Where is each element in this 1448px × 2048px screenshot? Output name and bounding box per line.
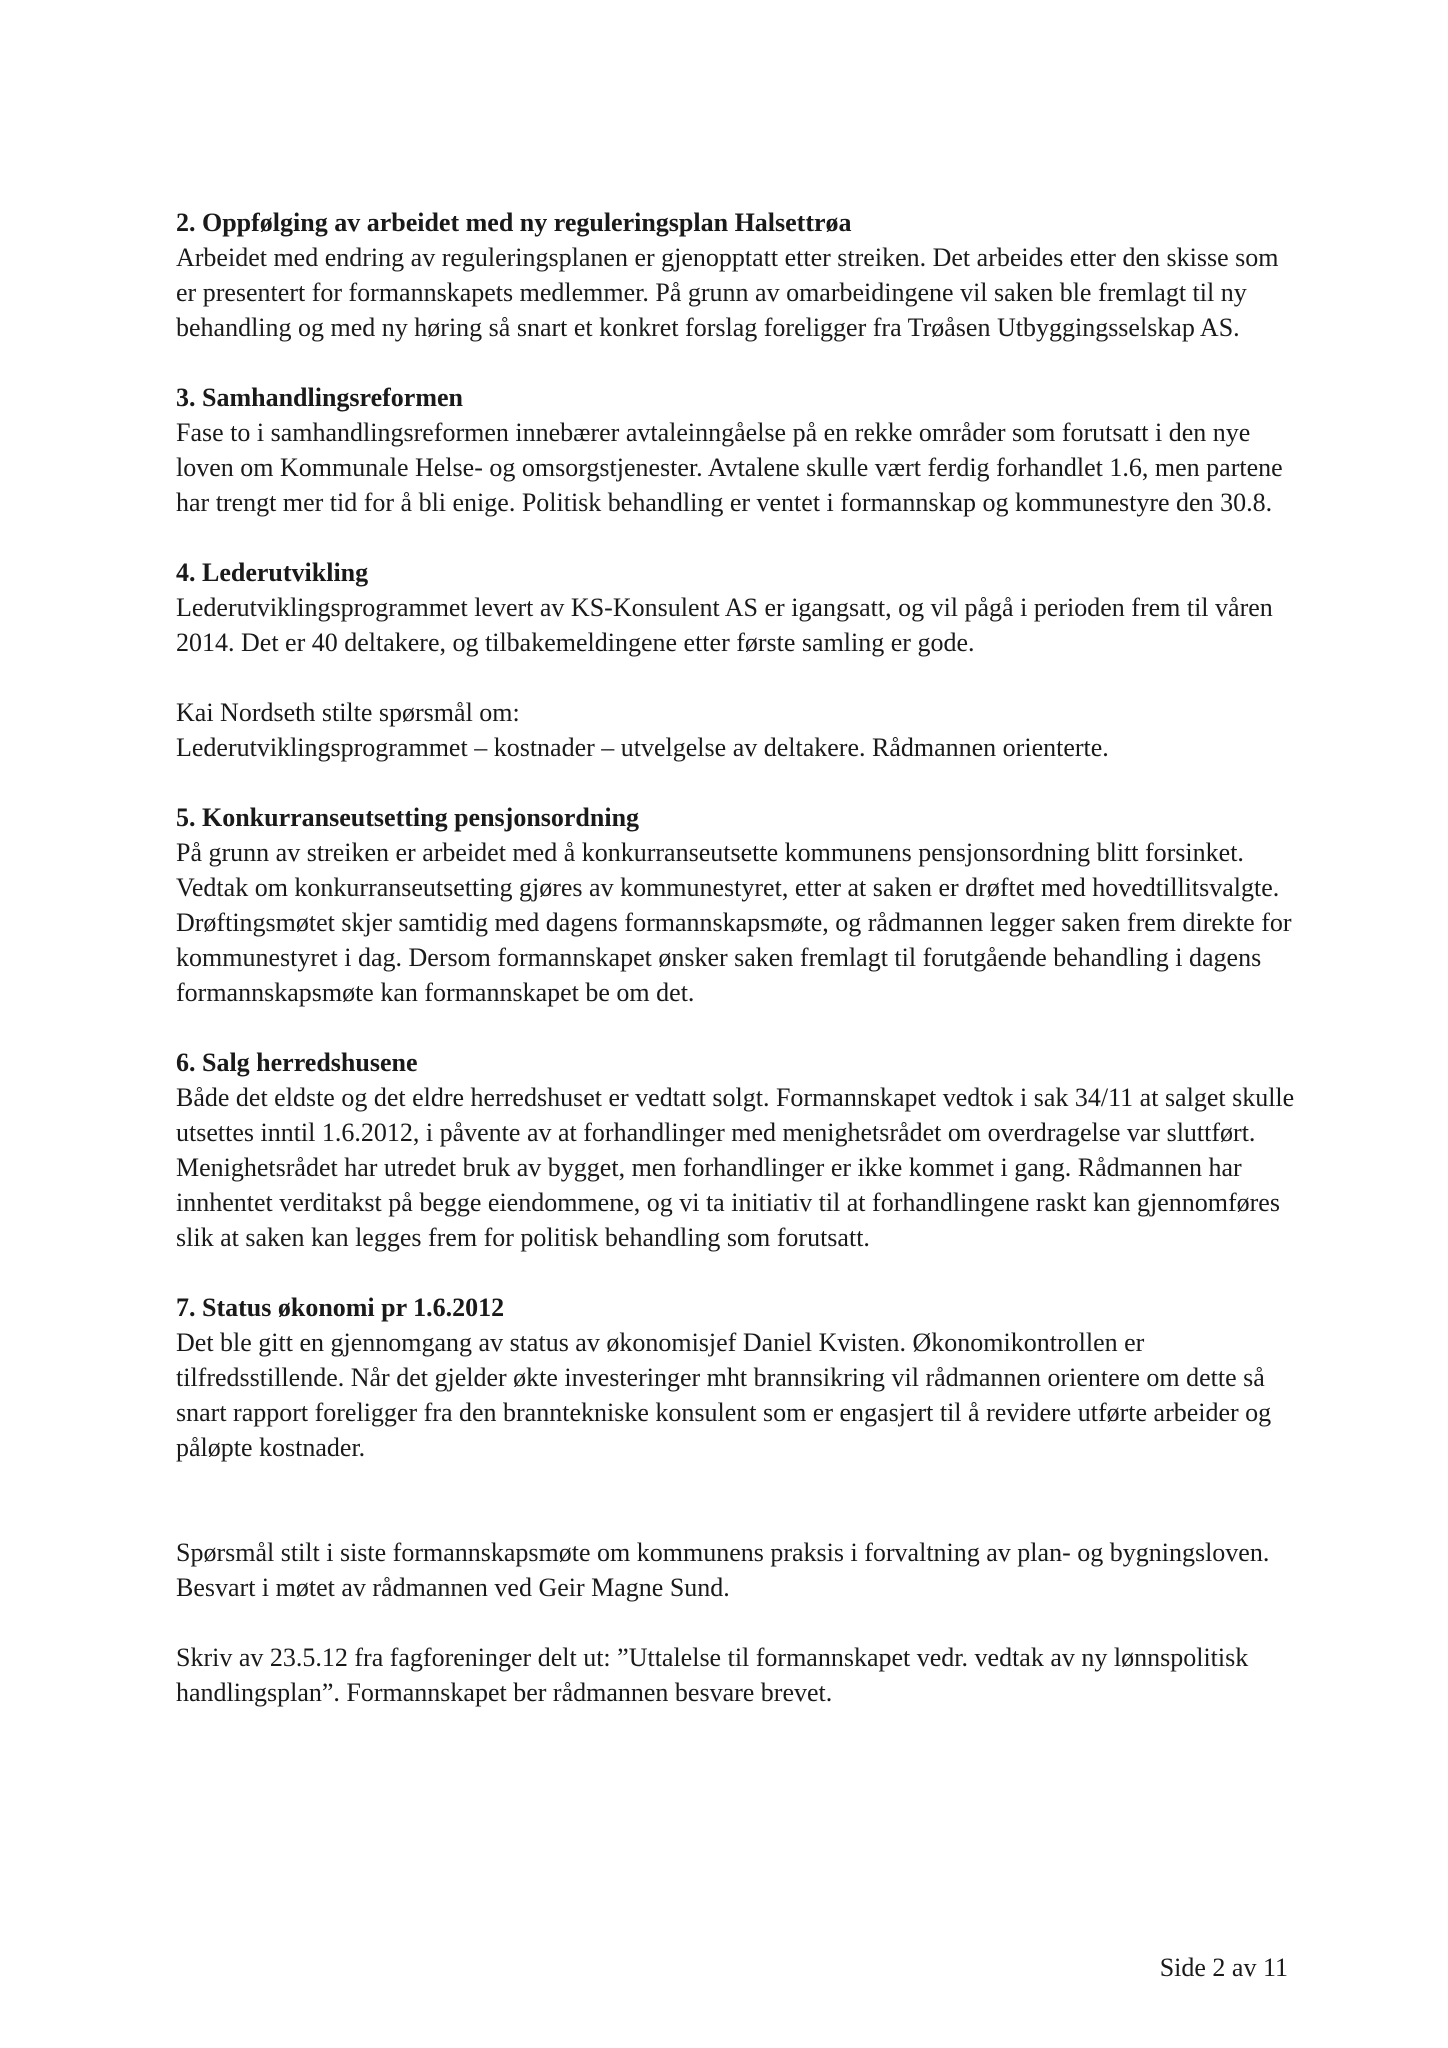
section-paragraph: Det ble gitt en gjennomgang av status av økonomisjef Daniel Kvisten. Økonomikontrollen er tilfredsstillende. Når det gjelder økte investeringer mht brannsikring vil rådmannen orientere om dette så snart rapport foreligger fra den branntekniske konsulent som er engasjert til å revidere utførte arbeider og påløpte kostnader. — [176, 1328, 1272, 1462]
section-title: 5. Konkurranseutsetting pensjonsordning — [176, 803, 640, 832]
section-title: 4. Lederutvikling — [176, 558, 369, 587]
section-coordination-reform — [176, 380, 1296, 520]
section-paragraph: Kai Nordseth stilte spørsmål om: Lederutviklingsprogrammet – kostnader – utvelgelse av deltakere. Rådmannen orienterte. — [176, 698, 1109, 762]
blank-spacer — [176, 1500, 1296, 1535]
extra-paragraph: Spørsmål stilt i siste formannskapsmøte om kommunens praksis i forvaltning av plan- og bygningsloven. Besvart i møtet av rådmannen ved Geir Magne Sund. — [176, 1538, 1270, 1602]
page-number: Side 2 av 11 — [1159, 1953, 1288, 1982]
section-townhall-sale — [176, 1045, 1296, 1255]
section-paragraph: Både det eldste og det eldre herredshuset er vedtatt solgt. Formannskapet vedtok i sak 34/11 at salget skulle utsettes inntil 1.6.2012, i påvente av at forhandlinger med menighetsrådet om overdragelse var sluttført. Menighetsrådet har utredet bruk av bygget, men forhandlinger er ikke kommet i gang. Rådmannen har innhentet verditakst på begge eiendommene, og vi ta initiativ til at forhandlingene raskt kan gjennomføres slik at saken kan legges frem for politisk behandling som forutsatt. — [176, 1083, 1295, 1252]
section-paragraph: Lederutviklingsprogrammet levert av KS-Konsulent AS er igangsatt, og vil pågå i perioden frem til våren 2014. Det er 40 deltakere, og tilbakemeldingene etter første samling er gode. — [176, 593, 1273, 657]
section-regulation-plan — [176, 205, 1296, 345]
section-leadership-development — [176, 555, 1296, 765]
extra-paragraph: Skriv av 23.5.12 fra fagforeninger delt ut: ”Uttalelse til formannskapet vedr. vedtak av ny lønnspolitisk handlingsplan”. Formannskapet ber rådmannen besvare brevet. — [176, 1643, 1249, 1707]
section-economy-status — [176, 1290, 1296, 1465]
section-title: 6. Salg herredshusene — [176, 1048, 418, 1077]
section-title: 3. Samhandlingsreformen — [176, 383, 463, 412]
document-page — [176, 205, 1296, 1710]
section-title: 2. Oppfølging av arbeidet med ny reguleringsplan Halsettrøa — [176, 208, 852, 237]
section-pension-tender — [176, 800, 1296, 1010]
section-title: 7. Status økonomi pr 1.6.2012 — [176, 1293, 505, 1322]
section-paragraph: Arbeidet med endring av reguleringsplanen er gjenopptatt etter streiken. Det arbeides etter den skisse som er presentert for formannskapets medlemmer. På grunn av omarbeidingene vil saken ble fremlagt til ny behandling og med ny høring så snart et konkret forslag foreligger fra Trøåsen Utbyggingsselskap AS. — [176, 243, 1279, 342]
section-paragraph: På grunn av streiken er arbeidet med å konkurranseutsette kommunens pensjonsordning blitt forsinket. Vedtak om konkurranseutsetting gjøres av kommunestyret, etter at saken er drøftet med hovedtillitsvalgte. Drøftingsmøtet skjer samtidig med dagens formannskapsmøte, og rådmannen legger saken frem direkte for kommunestyret i dag. Dersom formannskapet ønsker saken fremlagt til forutgående behandling i dagens formannskapsmøte kan formannskapet be om det. — [176, 838, 1292, 1007]
section-paragraph: Fase to i samhandlingsreformen innebærer avtaleinngåelse på en rekke områder som forutsatt i den nye loven om Kommunale Helse- og omsorgstjenester. Avtalene skulle vært ferdig forhandlet 1.6, men partene har trengt mer tid for å bli enige. Politisk behandling er ventet i formannskap og kommunestyre den 30.8. — [176, 418, 1283, 517]
